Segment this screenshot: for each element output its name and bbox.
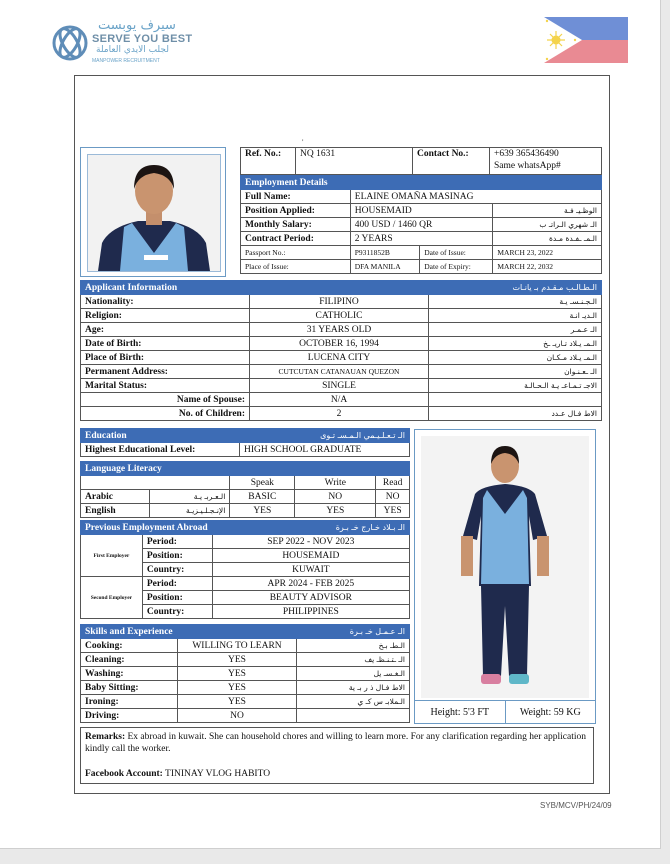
measurements-row xyxy=(415,700,595,724)
contract-arabic: الـمـ ـفـدة مـدة xyxy=(493,232,602,246)
skills-header-arabic: الـ عـمـل خـ بـرة xyxy=(297,625,410,639)
expiry-label: Date of Expiry: xyxy=(420,260,493,274)
english-speak: YES xyxy=(230,504,295,518)
cooking-arabic: الـطـ بـخ xyxy=(297,639,410,653)
full-name-label: Full Name: xyxy=(241,190,351,204)
issue-date-label: Date of Issue: xyxy=(420,246,493,260)
pob-value: LUCENA CITY xyxy=(250,351,429,365)
remarks-label: Remarks: xyxy=(85,732,126,742)
arabic-language-arabic: الـعـربـ يـة xyxy=(150,490,230,504)
english-language-label: English xyxy=(81,504,150,518)
language-header: Language Literacy xyxy=(81,462,410,476)
spouse-value: N/A xyxy=(250,393,429,407)
driving-label: Driving: xyxy=(81,709,178,723)
second-country-label: Country: xyxy=(142,605,212,619)
skills-header: Skills and Experience xyxy=(81,625,297,639)
portrait-photo xyxy=(88,155,220,271)
babysitting-arabic: الاط فـال ذ ر بـ ية xyxy=(297,681,410,695)
facebook-label: Facebook Account: xyxy=(85,769,163,779)
remarks-text-line xyxy=(85,731,589,755)
address-label: Permanent Address: xyxy=(81,365,250,379)
salary-label: Monthly Salary: xyxy=(241,218,351,232)
english-language-arabic: الإنـجـلـيـزيـة xyxy=(150,504,230,518)
previous-header-arabic: الـ بـلاد خـارج خـ بـرة xyxy=(212,521,409,535)
marital-value: SINGLE xyxy=(250,379,429,393)
first-position-value: HOUSEMAID xyxy=(212,549,409,563)
place-issue-value: DFA MANILA xyxy=(350,260,419,274)
contact-note: Same whatsApp# xyxy=(494,161,561,171)
religion-label: Religion: xyxy=(81,309,250,323)
washing-label: Washing: xyxy=(81,667,178,681)
english-write: YES xyxy=(295,504,376,518)
language-table xyxy=(80,461,410,518)
arabic-speak: BASIC xyxy=(230,490,295,504)
second-employer-tag: Second Employer xyxy=(81,577,143,619)
age-arabic: الـ عـمـر xyxy=(429,323,602,337)
marital-arabic: الاجـ تـمـاعـ يـة الـحـالـة xyxy=(429,379,602,393)
position-value: HOUSEMAID xyxy=(350,204,493,218)
cleaning-arabic: الـ ـتـنـظـ يف xyxy=(297,653,410,667)
logo-knot-icon xyxy=(50,20,90,66)
speak-header: Speak xyxy=(230,476,295,490)
religion-value: CATHOLIC xyxy=(250,309,429,323)
salary-value: 400 USD / 1460 QR xyxy=(350,218,493,232)
babysitting-value: YES xyxy=(178,681,297,695)
marital-label: Marital Status: xyxy=(81,379,250,393)
passport-value: P9311852B xyxy=(350,246,419,260)
write-header: Write xyxy=(295,476,376,490)
read-header: Read xyxy=(376,476,410,490)
ironing-value: YES xyxy=(178,695,297,709)
reference-table xyxy=(240,147,602,175)
cleaning-label: Cleaning: xyxy=(81,653,178,667)
education-level-value: HIGH SCHOOL GRADUATE xyxy=(240,443,410,457)
contact-value: +639 365436490 xyxy=(494,149,559,159)
passport-label: Passport No.: xyxy=(241,246,351,260)
employment-table xyxy=(240,175,602,274)
document-code: SYB/MCV/PH/24/09 xyxy=(540,801,612,810)
second-position-value: BEAUTY ADVISOR xyxy=(212,591,409,605)
dob-label: Date of Birth: xyxy=(81,337,250,351)
education-table xyxy=(80,428,410,457)
position-arabic: الوظـيـ فـة xyxy=(493,204,602,218)
children-value: 2 xyxy=(250,407,429,421)
applicant-header-arabic: الـطـالـب مـقـدم بـ يانـات xyxy=(429,281,602,295)
washing-arabic: الـغـسـ يل xyxy=(297,667,410,681)
weight-value: Weight: 59 KG xyxy=(505,701,596,724)
logo-english-title: SERVE YOU BEST xyxy=(92,33,193,45)
cooking-label: Cooking: xyxy=(81,639,178,653)
first-country-label: Country: xyxy=(142,563,212,577)
education-header: Education xyxy=(81,429,240,443)
children-arabic: الاط فـال عـدد xyxy=(429,407,602,421)
education-header-arabic: الـ تـعـلـيـمي الـمـسـ تـوى xyxy=(240,429,410,443)
applicant-portrait xyxy=(80,147,226,277)
spouse-arabic xyxy=(429,393,602,407)
driving-value: NO xyxy=(178,709,297,723)
facebook-value: TININAY VLOG HABITO xyxy=(162,769,271,779)
dob-arabic: الـمـ يـلاد تـاريـ ـخ xyxy=(429,337,602,351)
arabic-read: NO xyxy=(376,490,410,504)
full-body-photo xyxy=(421,436,589,698)
ref-value: NQ 1631 xyxy=(296,148,413,175)
logo-arabic-title: سيرف يوبست xyxy=(98,18,176,33)
pob-arabic: الـمـ يـلاد مـكـان xyxy=(429,351,602,365)
children-label: No. of Children: xyxy=(81,407,250,421)
place-issue-label: Place of Issue: xyxy=(241,260,351,274)
first-position-label: Position: xyxy=(142,549,212,563)
nationality-label: Nationality: xyxy=(81,295,250,309)
ref-label: Ref. No.: xyxy=(241,148,296,175)
pob-label: Place of Birth: xyxy=(81,351,250,365)
age-label: Age: xyxy=(81,323,250,337)
salary-arabic: الـ شهري الـراتـ ب xyxy=(493,218,602,232)
previous-header: Previous Employment Abroad xyxy=(81,521,213,535)
first-period-value: SEP 2022 - NOV 2023 xyxy=(212,535,409,549)
contact-label: Contact No.: xyxy=(413,148,490,175)
cleaning-value: YES xyxy=(178,653,297,667)
washing-value: YES xyxy=(178,667,297,681)
dob-value: OCTOBER 16, 1994 xyxy=(250,337,429,351)
logo-subtitle: MANPOWER RECRUITMENT xyxy=(92,58,160,64)
babysitting-label: Baby Sitting: xyxy=(81,681,178,695)
address-value: CUTCUTAN CATANAUAN QUEZON xyxy=(250,365,429,379)
english-read: YES xyxy=(376,504,410,518)
contract-value: 2 YEARS xyxy=(350,232,493,246)
contact-cell xyxy=(490,148,602,175)
facebook-line xyxy=(85,768,270,780)
ironing-arabic: الـملابـ س كـ ي xyxy=(297,695,410,709)
page: سيرف يوبست SERVE YOU BEST لجلب الايدي العاملة MANPOWER RECRUITMENT , Ref. No.: NQ 1631 Contact No.: +639 365436490 Same whatsApp# Employment Details Full Name: ELAINE OMAÑA MASINAG Position Applied: HOUSEMAID الوظـيـ فـة Monthly Salary: 400 USD / 1460 QR الـ شهري الـراتـ ب Contract Period: 2 YEARS الـمـ ـفـدة مـدة Passport No.: P9311852B Date of Issue: MARCH 23, 2022 Place of Issue: DFA MANILA Date of Expiry: MARCH 22, 2032 Applicant Information الـطـالـب مـقـدم بـ يانـات Nationality: FILIPINO الـجـنـسـ يـة Religion: CATHOLIC الـديـ انـة Age: 31 YEARS OLD الـ عـمـر Date of Birth: OCTOBER 16, 1994 الـمـ يـلاد تـاريـ ـخ Place of Birth: LUCENA CITY الـمـ يـلاد مـكـان Permanent Address: CUTCUTAN CATANAUAN QUEZON الـ ـعـنـوان Marital Status: SINGLE الاجـ تـمـاعـ يـة الـحـالـة Name of Spouse: N/A No. of Children: 2 الاط فـال عـدد Education الـ تـعـلـيـمي الـمـسـ تـوى Highest Educational Level: HIGH SCHOOL GRADUATE Language Literacy Speak Write Read Arabic الـعـربـ يـة BASIC NO NO English الإنـجـلـيـزيـة YES YES YES Previous Employment Abroad الـ بـلاد خـارج خـ بـرة First Employer Period: SEP 2022 - NOV 2023 Position: HOUSEMAID Country: KUWAIT Second Employer Period: APR 2024 - FEB 2025 Position: BEAUTY ADVISOR Country: PHILIPPINES Skills and Experience الـ عـمـل خـ بـرة Cooking: WILLING TO LEARN الـطـ بـخ Cleaning: YES الـ ـتـنـظـ يف Washing: YES الـغـسـ يل Baby Sitting: YES الاط فـال ذ ر بـ ية Ironing: YES الـملابـ س كـ ي Driving: NO Height: 5'3 FT Weight: 59 KG Remarks: Ex abroad in kuwait. She can household chores and willing to learn more. For any clarification regarding her application kindly call the worker. Facebook Account: TININAY VLOG HABITO SYB/MCV/PH/24/09 xyxy=(0,0,661,849)
ironing-label: Ironing: xyxy=(81,695,178,709)
first-country-value: KUWAIT xyxy=(212,563,409,577)
employment-header: Employment Details xyxy=(241,176,602,190)
expiry-value: MARCH 22, 2032 xyxy=(493,260,602,274)
address-arabic: الـ ـعـنـوان xyxy=(429,365,602,379)
second-country-value: PHILIPPINES xyxy=(212,605,409,619)
height-value: Height: 5'3 FT xyxy=(430,707,489,718)
full-name-value: ELAINE OMAÑA MASINAG xyxy=(350,190,601,204)
first-employer-tag: First Employer xyxy=(81,535,143,577)
arabic-language-label: Arabic xyxy=(81,490,150,504)
skills-table xyxy=(80,624,410,723)
religion-arabic: الـديـ انـة xyxy=(429,309,602,323)
nationality-value: FILIPINO xyxy=(250,295,429,309)
cooking-value: WILLING TO LEARN xyxy=(178,639,297,653)
second-period-value: APR 2024 - FEB 2025 xyxy=(212,577,409,591)
full-body-photo-frame xyxy=(414,429,596,724)
remarks-box xyxy=(80,727,594,784)
education-level-label: Highest Educational Level: xyxy=(81,443,240,457)
applicant-table xyxy=(80,280,602,421)
second-position-label: Position: xyxy=(142,591,212,605)
philippines-flag-icon xyxy=(544,17,628,63)
issue-date-value: MARCH 23, 2022 xyxy=(493,246,602,260)
applicant-header: Applicant Information xyxy=(81,281,429,295)
spouse-label: Name of Spouse: xyxy=(81,393,250,407)
nationality-arabic: الـجـنـسـ يـة xyxy=(429,295,602,309)
arabic-write: NO xyxy=(295,490,376,504)
first-period-label: Period: xyxy=(142,535,212,549)
remarks-text: Ex abroad in kuwait. She can household chores and willing to learn more. For any clarification regarding her application kindly call the worker. xyxy=(85,732,586,754)
position-label: Position Applied: xyxy=(241,204,351,218)
previous-employment-table xyxy=(80,520,410,619)
driving-arabic xyxy=(297,709,410,723)
age-value: 31 YEARS OLD xyxy=(250,323,429,337)
second-period-label: Period: xyxy=(142,577,212,591)
agency-logo xyxy=(50,18,193,68)
contract-label: Contract Period: xyxy=(241,232,351,246)
logo-arabic-subtitle: لجلب الايدي العاملة xyxy=(96,45,169,55)
